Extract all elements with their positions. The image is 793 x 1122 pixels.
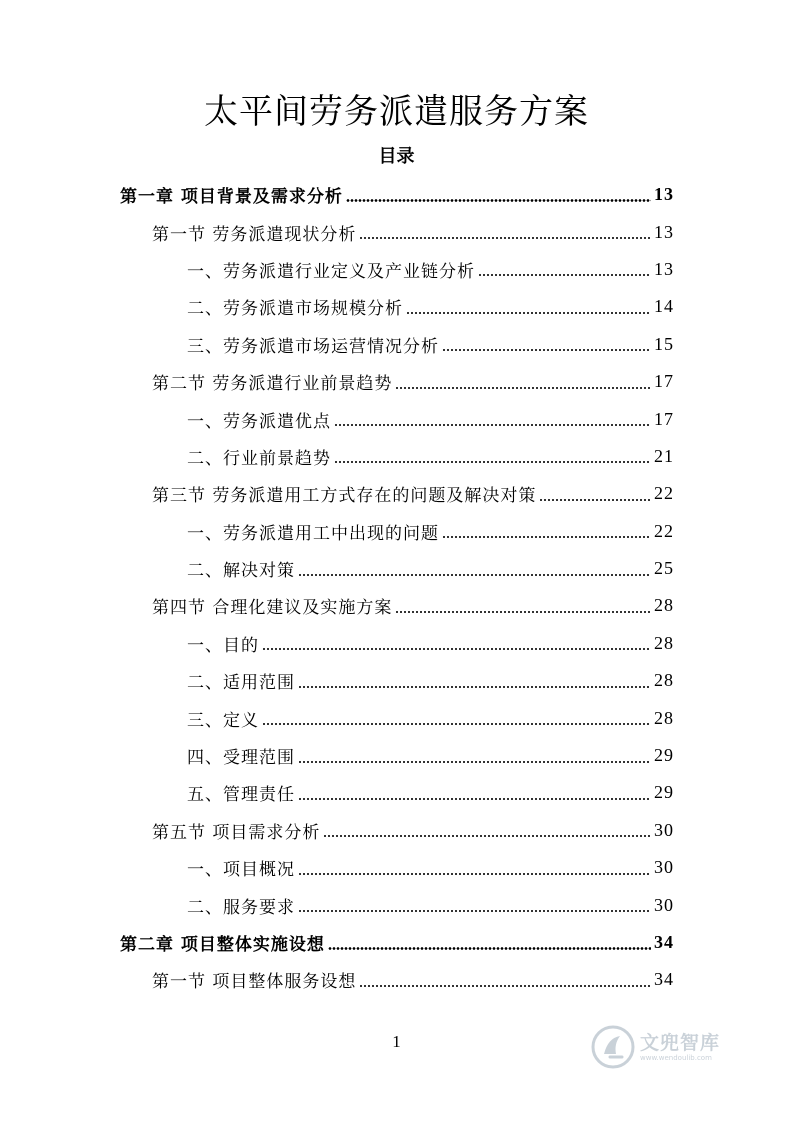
toc-dot-leader [262,648,651,650]
toc-entry-page: 17 [654,408,674,429]
toc-entry-title: 第一章 项目背景及需求分析 [120,187,343,208]
toc-entry-page: 28 [654,707,674,728]
toc-entry-page: 25 [654,558,674,579]
toc-entry-page: 30 [654,857,674,878]
toc-entry-title: 一、目的 [187,635,259,656]
toc-dot-leader [442,536,651,538]
toc-dot-leader [298,686,651,688]
toc-dot-leader [334,461,651,463]
toc-subsection-entry[interactable] [0,886,793,923]
toc-entry-page: 15 [654,333,674,354]
document-title: 太平间劳务派遣服务方案 [204,92,589,132]
toc-dot-leader [442,349,651,351]
toc-dot-leader [539,499,651,501]
toc-entry-title: 第四节 合理化建议及实施方案 [152,598,393,619]
toc-entry-title: 第一节 项目整体服务设想 [152,972,357,993]
toc-entry-title: 二、解决对策 [187,561,295,582]
toc-dot-leader [328,947,651,950]
toc-entry-page: 13 [654,184,674,205]
toc-subsection-entry[interactable] [0,288,793,325]
toc-dot-leader [298,761,651,763]
watermark [590,1022,755,1072]
toc-entry-page: 28 [654,595,674,616]
toc-section-entry[interactable] [0,587,793,624]
toc-subsection-entry[interactable] [0,662,793,699]
toc-dot-leader [359,237,651,239]
toc-dot-leader [395,387,651,389]
toc-dot-leader [298,873,651,875]
toc-entry-title: 三、劳务派遣市场运营情况分析 [187,336,439,357]
table-of-contents [0,176,793,999]
toc-entry-page: 29 [654,782,674,803]
toc-entry-title: 一、项目概况 [187,860,295,881]
toc-entry-page: 21 [654,445,674,466]
toc-subsection-entry[interactable] [0,326,793,363]
toc-entry-title: 四、受理范围 [187,748,295,769]
toc-dot-leader [406,312,651,314]
page-number: 1 [392,1032,401,1051]
toc-dot-leader [395,611,651,613]
toc-entry-title: 第二章 项目整体实施设想 [120,935,325,955]
toc-entry-title: 二、劳务派遣市场规模分析 [187,299,403,320]
toc-dot-leader [478,274,651,276]
toc-subsection-entry[interactable] [0,550,793,587]
toc-dot-leader [346,199,651,202]
toc-dot-leader [323,835,651,837]
toc-dot-leader [334,424,651,426]
toc-entry-page: 13 [654,258,674,279]
toc-subsection-entry[interactable] [0,513,793,550]
toc-entry-title: 二、适用范围 [187,673,295,694]
toc-entry-title: 一、劳务派遣用工中出现的问题 [187,523,439,544]
toc-subsection-entry[interactable] [0,699,793,736]
toc-dot-leader [298,798,651,800]
toc-entry-title: 第三节 劳务派遣用工方式存在的问题及解决对策 [152,486,537,507]
toc-entry-page: 22 [654,483,674,504]
toc-subsection-entry[interactable] [0,737,793,774]
toc-subsection-entry[interactable] [0,400,793,437]
toc-entry-page: 34 [654,932,674,952]
toc-entry-title: 一、劳务派遣优点 [187,411,331,432]
toc-section-entry[interactable] [0,213,793,250]
watermark-logo-icon [590,1024,636,1070]
toc-entry-title: 第一节 劳务派遣现状分析 [152,224,357,245]
toc-entry-page: 13 [654,221,674,242]
toc-entry-title: 二、服务要求 [187,897,295,918]
toc-subsection-entry[interactable] [0,849,793,886]
toc-heading: 目录 [378,146,415,167]
toc-section-entry[interactable] [0,812,793,849]
toc-subsection-entry[interactable] [0,774,793,811]
toc-entry-page: 34 [654,969,674,990]
toc-entry-page: 22 [654,520,674,541]
toc-subsection-entry[interactable] [0,251,793,288]
toc-entry-page: 29 [654,745,674,766]
toc-entry-title: 五、管理责任 [187,785,295,806]
toc-entry-page: 14 [654,296,674,317]
toc-chapter-entry[interactable] [0,924,793,961]
watermark-url: www.wendoulib.com [640,1053,712,1062]
toc-entry-page: 30 [654,819,674,840]
toc-chapter-entry[interactable] [0,176,793,213]
toc-dot-leader [298,910,651,912]
toc-section-entry[interactable] [0,961,793,998]
toc-entry-title: 第五节 项目需求分析 [152,822,321,843]
toc-subsection-entry[interactable] [0,625,793,662]
toc-dot-leader [298,574,651,576]
toc-entry-page: 28 [654,670,674,691]
toc-section-entry[interactable] [0,363,793,400]
watermark-name: 文兜智库 [640,1031,721,1054]
toc-dot-leader [262,723,651,725]
toc-entry-title: 一、劳务派遣行业定义及产业链分析 [187,261,475,282]
toc-entry-page: 17 [654,371,674,392]
toc-section-entry[interactable] [0,475,793,512]
toc-entry-page: 30 [654,894,674,915]
toc-subsection-entry[interactable] [0,438,793,475]
toc-entry-title: 第二节 劳务派遣行业前景趋势 [152,374,393,395]
toc-entry-page: 28 [654,632,674,653]
toc-dot-leader [359,985,651,987]
toc-entry-title: 三、定义 [187,710,259,731]
toc-entry-title: 二、行业前景趋势 [187,448,331,469]
